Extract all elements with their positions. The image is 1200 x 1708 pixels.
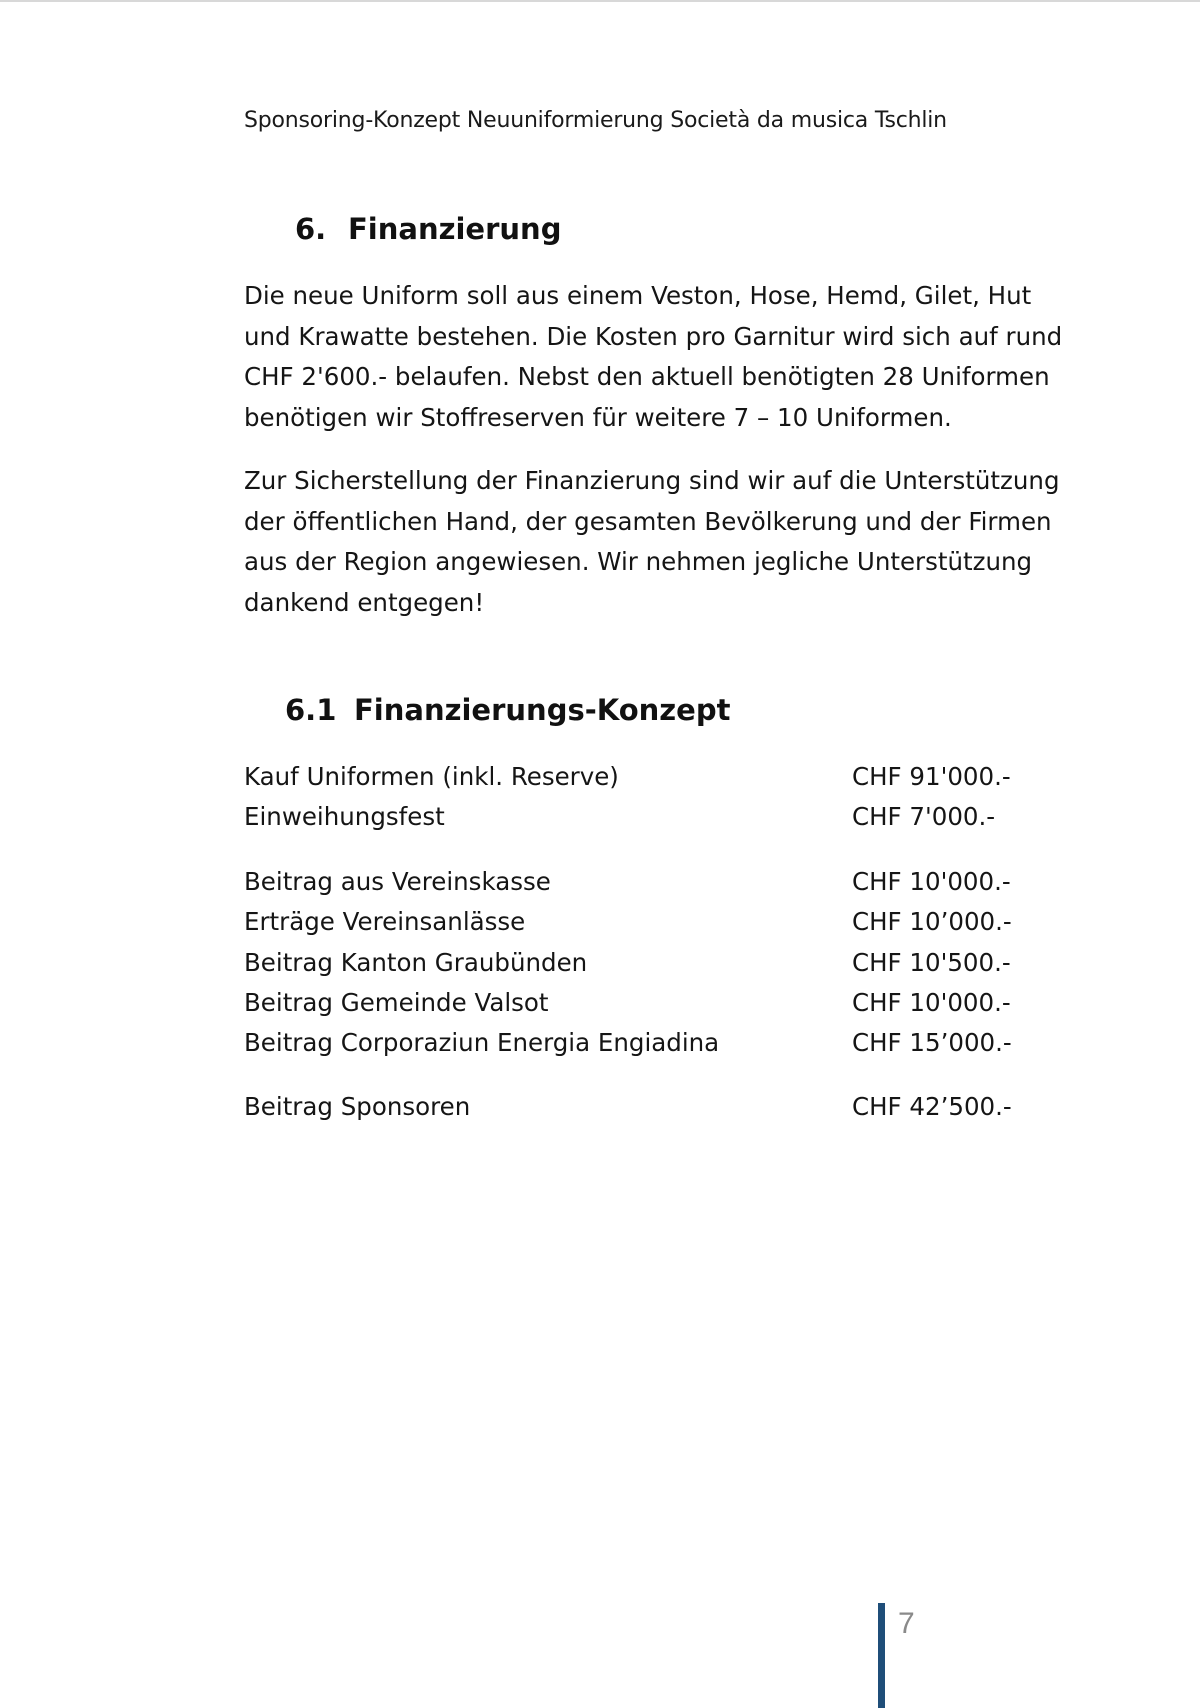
finance-label: Beitrag aus Vereinskasse <box>244 867 551 896</box>
paragraph-line: Zur Sicherstellung der Finanzierung sind wir auf die Unterstützung <box>244 466 1060 495</box>
finance-amount: CHF 42’500.- <box>852 1092 1012 1121</box>
finance-amount: CHF 10’000.- <box>852 907 1012 936</box>
section-number: 6.1 <box>285 693 337 727</box>
finance-row-contribution <box>244 902 1044 942</box>
page-number-accent-bar <box>878 1603 885 1708</box>
paragraph-uniform-costs <box>244 276 1084 438</box>
finance-amount: CHF 10'000.- <box>852 867 1011 896</box>
section-title: Finanzierungs-Konzept <box>354 693 731 727</box>
document-header: Sponsoring-Konzept Neuuniformierung Società da musica Tschlin <box>244 108 947 133</box>
finance-label: Einweihungsfest <box>244 802 445 831</box>
finance-row-sponsors <box>244 1087 1044 1127</box>
top-border <box>0 0 1200 2</box>
finance-amount: CHF 10'500.- <box>852 948 1011 977</box>
finance-label: Beitrag Gemeinde Valsot <box>244 988 549 1017</box>
finance-row-contribution <box>244 1023 1044 1063</box>
paragraph-line: und Krawatte bestehen. Die Kosten pro Garnitur wird sich auf rund <box>244 321 1063 351</box>
finance-label: Erträge Vereinsanlässe <box>244 907 526 936</box>
finance-amount: CHF 10'000.- <box>852 988 1011 1017</box>
finance-label: Kauf Uniformen (inkl. Reserve) <box>244 762 619 791</box>
paragraph-line: aus der Region angewiesen. Wir nehmen jegliche Unterstützung <box>244 547 1033 576</box>
section-number: 6. <box>295 212 327 246</box>
finance-label: Beitrag Kanton Graubünden <box>244 948 588 977</box>
finance-row-cost <box>244 757 1044 797</box>
finance-row-contribution <box>244 943 1044 983</box>
paragraph-line: der öffentlichen Hand, der gesamten Bevölkerung und der Firmen <box>244 506 1052 536</box>
page-number: 7 <box>898 1607 915 1640</box>
paragraph-line: Die neue Uniform soll aus einem Veston, Hose, Hemd, Gilet, Hut <box>244 281 1032 310</box>
paragraph-line: dankend entgegen! <box>244 587 485 617</box>
finance-label: Beitrag Corporaziun Energia Engiadina <box>244 1028 720 1057</box>
section-heading-finanzierung <box>295 212 561 246</box>
paragraph-line: benötigen wir Stoffreserven für weitere 7 – 10 Uniformen. <box>244 402 952 432</box>
finance-row-contribution <box>244 983 1044 1023</box>
finance-label: Beitrag Sponsoren <box>244 1092 471 1121</box>
finance-amount: CHF 91'000.- <box>852 762 1011 791</box>
section-heading-finanzierungs-konzept <box>285 693 730 727</box>
finance-row-contribution <box>244 862 1044 902</box>
paragraph-support <box>244 461 1084 623</box>
finance-amount: CHF 7'000.- <box>852 802 996 831</box>
finance-row-cost <box>244 797 1044 837</box>
finance-amount: CHF 15’000.- <box>852 1028 1012 1057</box>
paragraph-line: CHF 2'600.- belaufen. Nebst den aktuell benötigten 28 Uniformen <box>244 362 1050 391</box>
section-title: Finanzierung <box>348 212 562 246</box>
